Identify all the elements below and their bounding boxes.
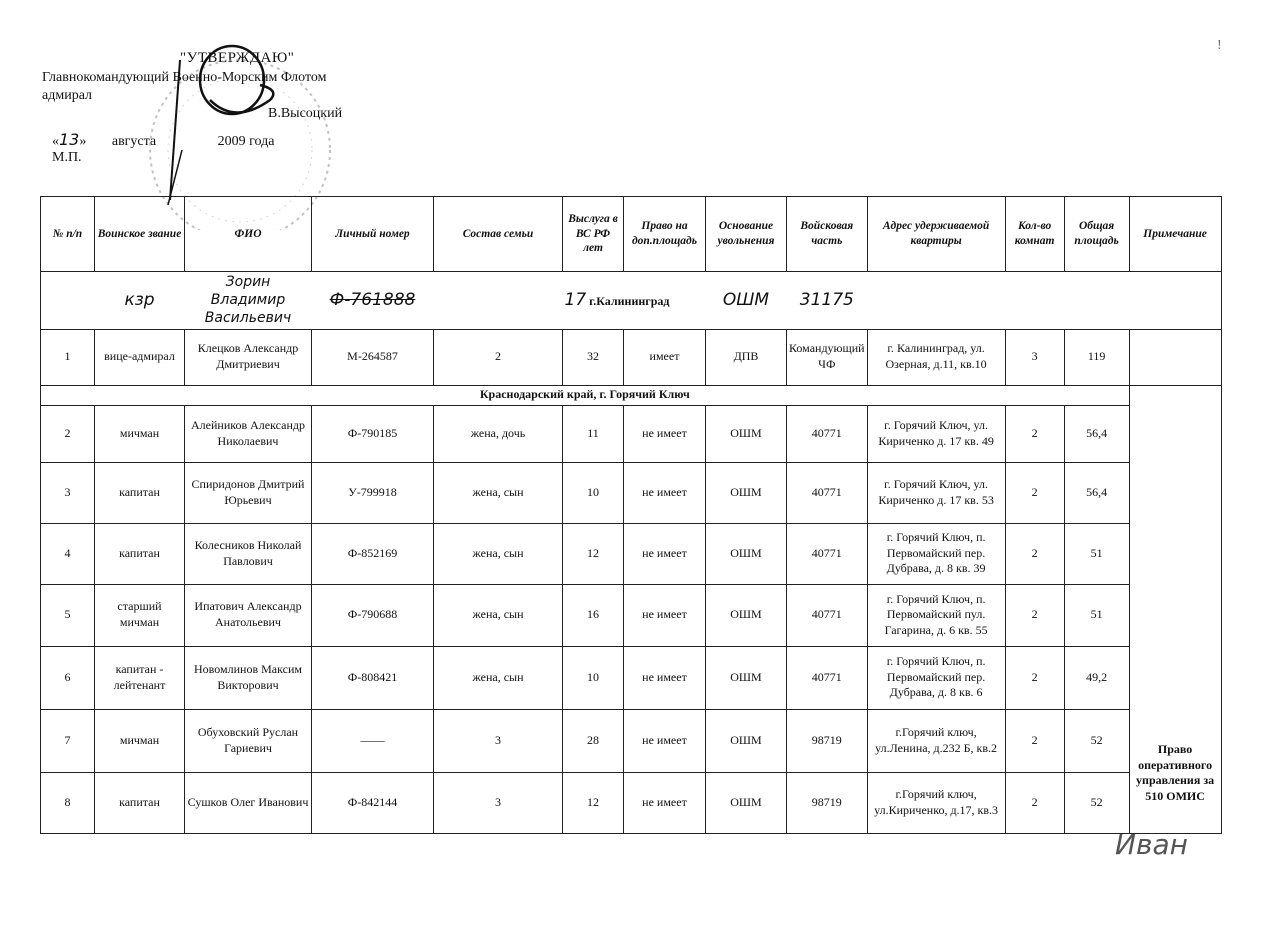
cell-basis: ОШМ [706, 462, 787, 523]
cell-rooms: 2 [1005, 405, 1064, 462]
cell-rank: капитан [95, 523, 185, 584]
cell-unit: 40771 [787, 405, 868, 462]
cell-area: 52 [1064, 709, 1129, 772]
cell-rooms: 2 [1005, 709, 1064, 772]
approval-day: 13 [59, 130, 80, 149]
cell-n: 6 [41, 646, 95, 709]
cell-area: 119 [1064, 329, 1129, 385]
cell-rank: капитан - лейтенант [95, 646, 185, 709]
header-address: Адрес удерживаемой квартиры [867, 197, 1005, 272]
cell-name: Алейников Александр Николаевич [185, 405, 312, 462]
cell-area: 49,2 [1064, 646, 1129, 709]
cell-family: жена, сын [434, 523, 563, 584]
cell-n: 1 [41, 329, 95, 385]
cell-extra: не имеет [624, 772, 706, 833]
cell-family: 3 [434, 709, 563, 772]
cell-service: 12 [563, 523, 624, 584]
cell-service: 10 [563, 646, 624, 709]
approval-title: "УТВЕРЖДАЮ" [180, 50, 295, 66]
cell-n: 2 [41, 405, 95, 462]
cell-n: 8 [41, 772, 95, 833]
cell-basis: ОШМ [706, 584, 787, 646]
header-number: Личный номер [312, 197, 434, 272]
signature-loop-icon [200, 46, 264, 114]
cell-basis: ДПВ [706, 329, 787, 385]
region-label: Краснодарский край, г. Горячий Ключ [41, 385, 1130, 405]
table-row [41, 709, 1222, 772]
cell-n: 5 [41, 584, 95, 646]
cell-number: Ф-842144 [312, 772, 434, 833]
cell-address: г. Калининград, ул. Озерная, д.11, кв.10 [867, 329, 1005, 385]
cell-service: 28 [563, 709, 624, 772]
cell-name: Клецков Александр Дмитриевич [185, 329, 312, 385]
cell-rank: мичман [95, 709, 185, 772]
handwritten-row [41, 272, 1222, 330]
register-table [40, 196, 1222, 834]
cell-note-empty [1129, 329, 1221, 385]
cell-address: г.Горячий ключ, ул.Ленина, д.232 Б, кв.2 [867, 709, 1005, 772]
cell-extra: не имеет [624, 523, 706, 584]
cell-rooms: 3 [1005, 329, 1064, 385]
cell-address: г. Горячий Ключ, п. Первомайский пер. Дубрава, д. 8 кв. 39 [867, 523, 1005, 584]
hw-empty [434, 272, 563, 330]
cell-rank: капитан [95, 462, 185, 523]
cell-basis: ОШМ [706, 523, 787, 584]
header-rank: Воинское звание [95, 197, 185, 272]
cell-basis: ОШМ [706, 405, 787, 462]
cell-rank: капитан [95, 772, 185, 833]
approval-month: августа [111, 134, 157, 149]
cell-basis: ОШМ [706, 709, 787, 772]
cell-rank: вице-адмирал [95, 329, 185, 385]
table-row [41, 462, 1222, 523]
cell-extra: не имеет [624, 462, 706, 523]
cell-extra: не имеет [624, 709, 706, 772]
hw-rank: кзр [95, 272, 185, 330]
cell-family: 2 [434, 329, 563, 385]
cell-unit: 98719 [787, 709, 868, 772]
approval-name: В.Высоцкий [268, 106, 343, 121]
cell-unit: 40771 [787, 462, 868, 523]
header-name: ФИО [185, 197, 312, 272]
header-service: Выслуга в ВС РФ лет [563, 197, 624, 272]
table-row [41, 523, 1222, 584]
hw-service-city: 17 г.Калининград [563, 272, 706, 330]
cell-rooms: 2 [1005, 523, 1064, 584]
header-area: Общая площадь [1064, 197, 1129, 272]
cell-number: —— [312, 709, 434, 772]
header-family: Состав семьи [434, 197, 563, 272]
cell-name: Новомлинов Максим Викторович [185, 646, 312, 709]
cell-name: Колесников Николай Павлович [185, 523, 312, 584]
table-row [41, 772, 1222, 833]
cell-area: 51 [1064, 523, 1129, 584]
header-note: Примечание [1129, 197, 1221, 272]
table-row [41, 405, 1222, 462]
cell-unit: Командующий ЧФ [787, 329, 868, 385]
document-mark: ! [1217, 38, 1222, 53]
header-n: № п/п [41, 197, 95, 272]
cell-rank: старший мичман [95, 584, 185, 646]
cell-n: 7 [41, 709, 95, 772]
cell-unit: 40771 [787, 584, 868, 646]
cell-extra: не имеет [624, 405, 706, 462]
hw-unit: 31175 [787, 272, 868, 330]
cell-area: 51 [1064, 584, 1129, 646]
cell-name: Сушков Олег Иванович [185, 772, 312, 833]
cell-extra: не имеет [624, 646, 706, 709]
cell-area: 56,4 [1064, 462, 1129, 523]
region-row [41, 385, 1222, 405]
cell-unit: 98719 [787, 772, 868, 833]
hw-blank [41, 272, 95, 330]
hw-tail [867, 272, 1221, 330]
cell-address: г. Горячий Ключ, ул. Кириченко д. 17 кв. 53 [867, 462, 1005, 523]
cell-service: 16 [563, 584, 624, 646]
header-basis: Основание увольнения [706, 197, 787, 272]
cell-service: 10 [563, 462, 624, 523]
cell-number: Ф-808421 [312, 646, 434, 709]
cell-unit: 40771 [787, 646, 868, 709]
cell-address: г. Горячий Ключ, п. Первомайский пул. Гагарина, д. 6 кв. 55 [867, 584, 1005, 646]
approval-date: «13» августа 2009 года [52, 130, 275, 149]
cell-service: 11 [563, 405, 624, 462]
seal-label: М.П. [52, 150, 82, 165]
table-row [41, 646, 1222, 709]
cell-extra: не имеет [624, 584, 706, 646]
header-row [41, 197, 1222, 272]
cell-name: Ипатович Александр Анатольевич [185, 584, 312, 646]
table-row [41, 584, 1222, 646]
cell-rooms: 2 [1005, 646, 1064, 709]
header-rooms: Кол-во комнат [1005, 197, 1064, 272]
cell-basis: ОШМ [706, 646, 787, 709]
cell-number: М-264587 [312, 329, 434, 385]
cell-number: Ф-790688 [312, 584, 434, 646]
cell-n: 3 [41, 462, 95, 523]
cell-name: Спиридонов Дмитрий Юрьевич [185, 462, 312, 523]
header-extra: Право на доп.площадь [624, 197, 706, 272]
note-cell: Право оперативного управления за 510 ОМИС [1129, 385, 1221, 833]
cell-basis: ОШМ [706, 772, 787, 833]
hw-number: Ф-761888 [312, 272, 434, 330]
cell-n: 4 [41, 523, 95, 584]
cell-rooms: 2 [1005, 462, 1064, 523]
approval-year: 2009 года [217, 134, 275, 149]
cell-family: жена, сын [434, 462, 563, 523]
approval-position: Главнокомандующий Военно-Морским Флотом [42, 70, 327, 85]
cell-family: жена, дочь [434, 405, 563, 462]
table-row [41, 329, 1222, 385]
cell-family: жена, сын [434, 584, 563, 646]
cell-service: 12 [563, 772, 624, 833]
header-unit: Войсковая часть [787, 197, 868, 272]
cell-address: г. Горячий Ключ, ул. Кириченко д. 17 кв. 49 [867, 405, 1005, 462]
cell-family: 3 [434, 772, 563, 833]
cell-service: 32 [563, 329, 624, 385]
cell-number: Ф-790185 [312, 405, 434, 462]
cell-family: жена, сын [434, 646, 563, 709]
hw-name: Зорин Владимир Васильевич [185, 272, 312, 330]
cell-address: г. Горячий Ключ, п. Первомайский пер. Дубрава, д. 8 кв. 6 [867, 646, 1005, 709]
cell-area: 52 [1064, 772, 1129, 833]
cell-address: г.Горячий ключ, ул.Кириченко, д.17, кв.3 [867, 772, 1005, 833]
cell-extra: имеет [624, 329, 706, 385]
cell-rooms: 2 [1005, 584, 1064, 646]
approval-rank: адмирал [42, 88, 93, 103]
hw-basis: ОШМ [706, 272, 787, 330]
cell-number: Ф-852169 [312, 523, 434, 584]
cell-number: У-799918 [312, 462, 434, 523]
cell-unit: 40771 [787, 523, 868, 584]
cell-rank: мичман [95, 405, 185, 462]
cell-name: Обуховский Руслан Гариевич [185, 709, 312, 772]
cell-rooms: 2 [1005, 772, 1064, 833]
cell-area: 56,4 [1064, 405, 1129, 462]
bottom-signature: Иван [1115, 828, 1188, 861]
